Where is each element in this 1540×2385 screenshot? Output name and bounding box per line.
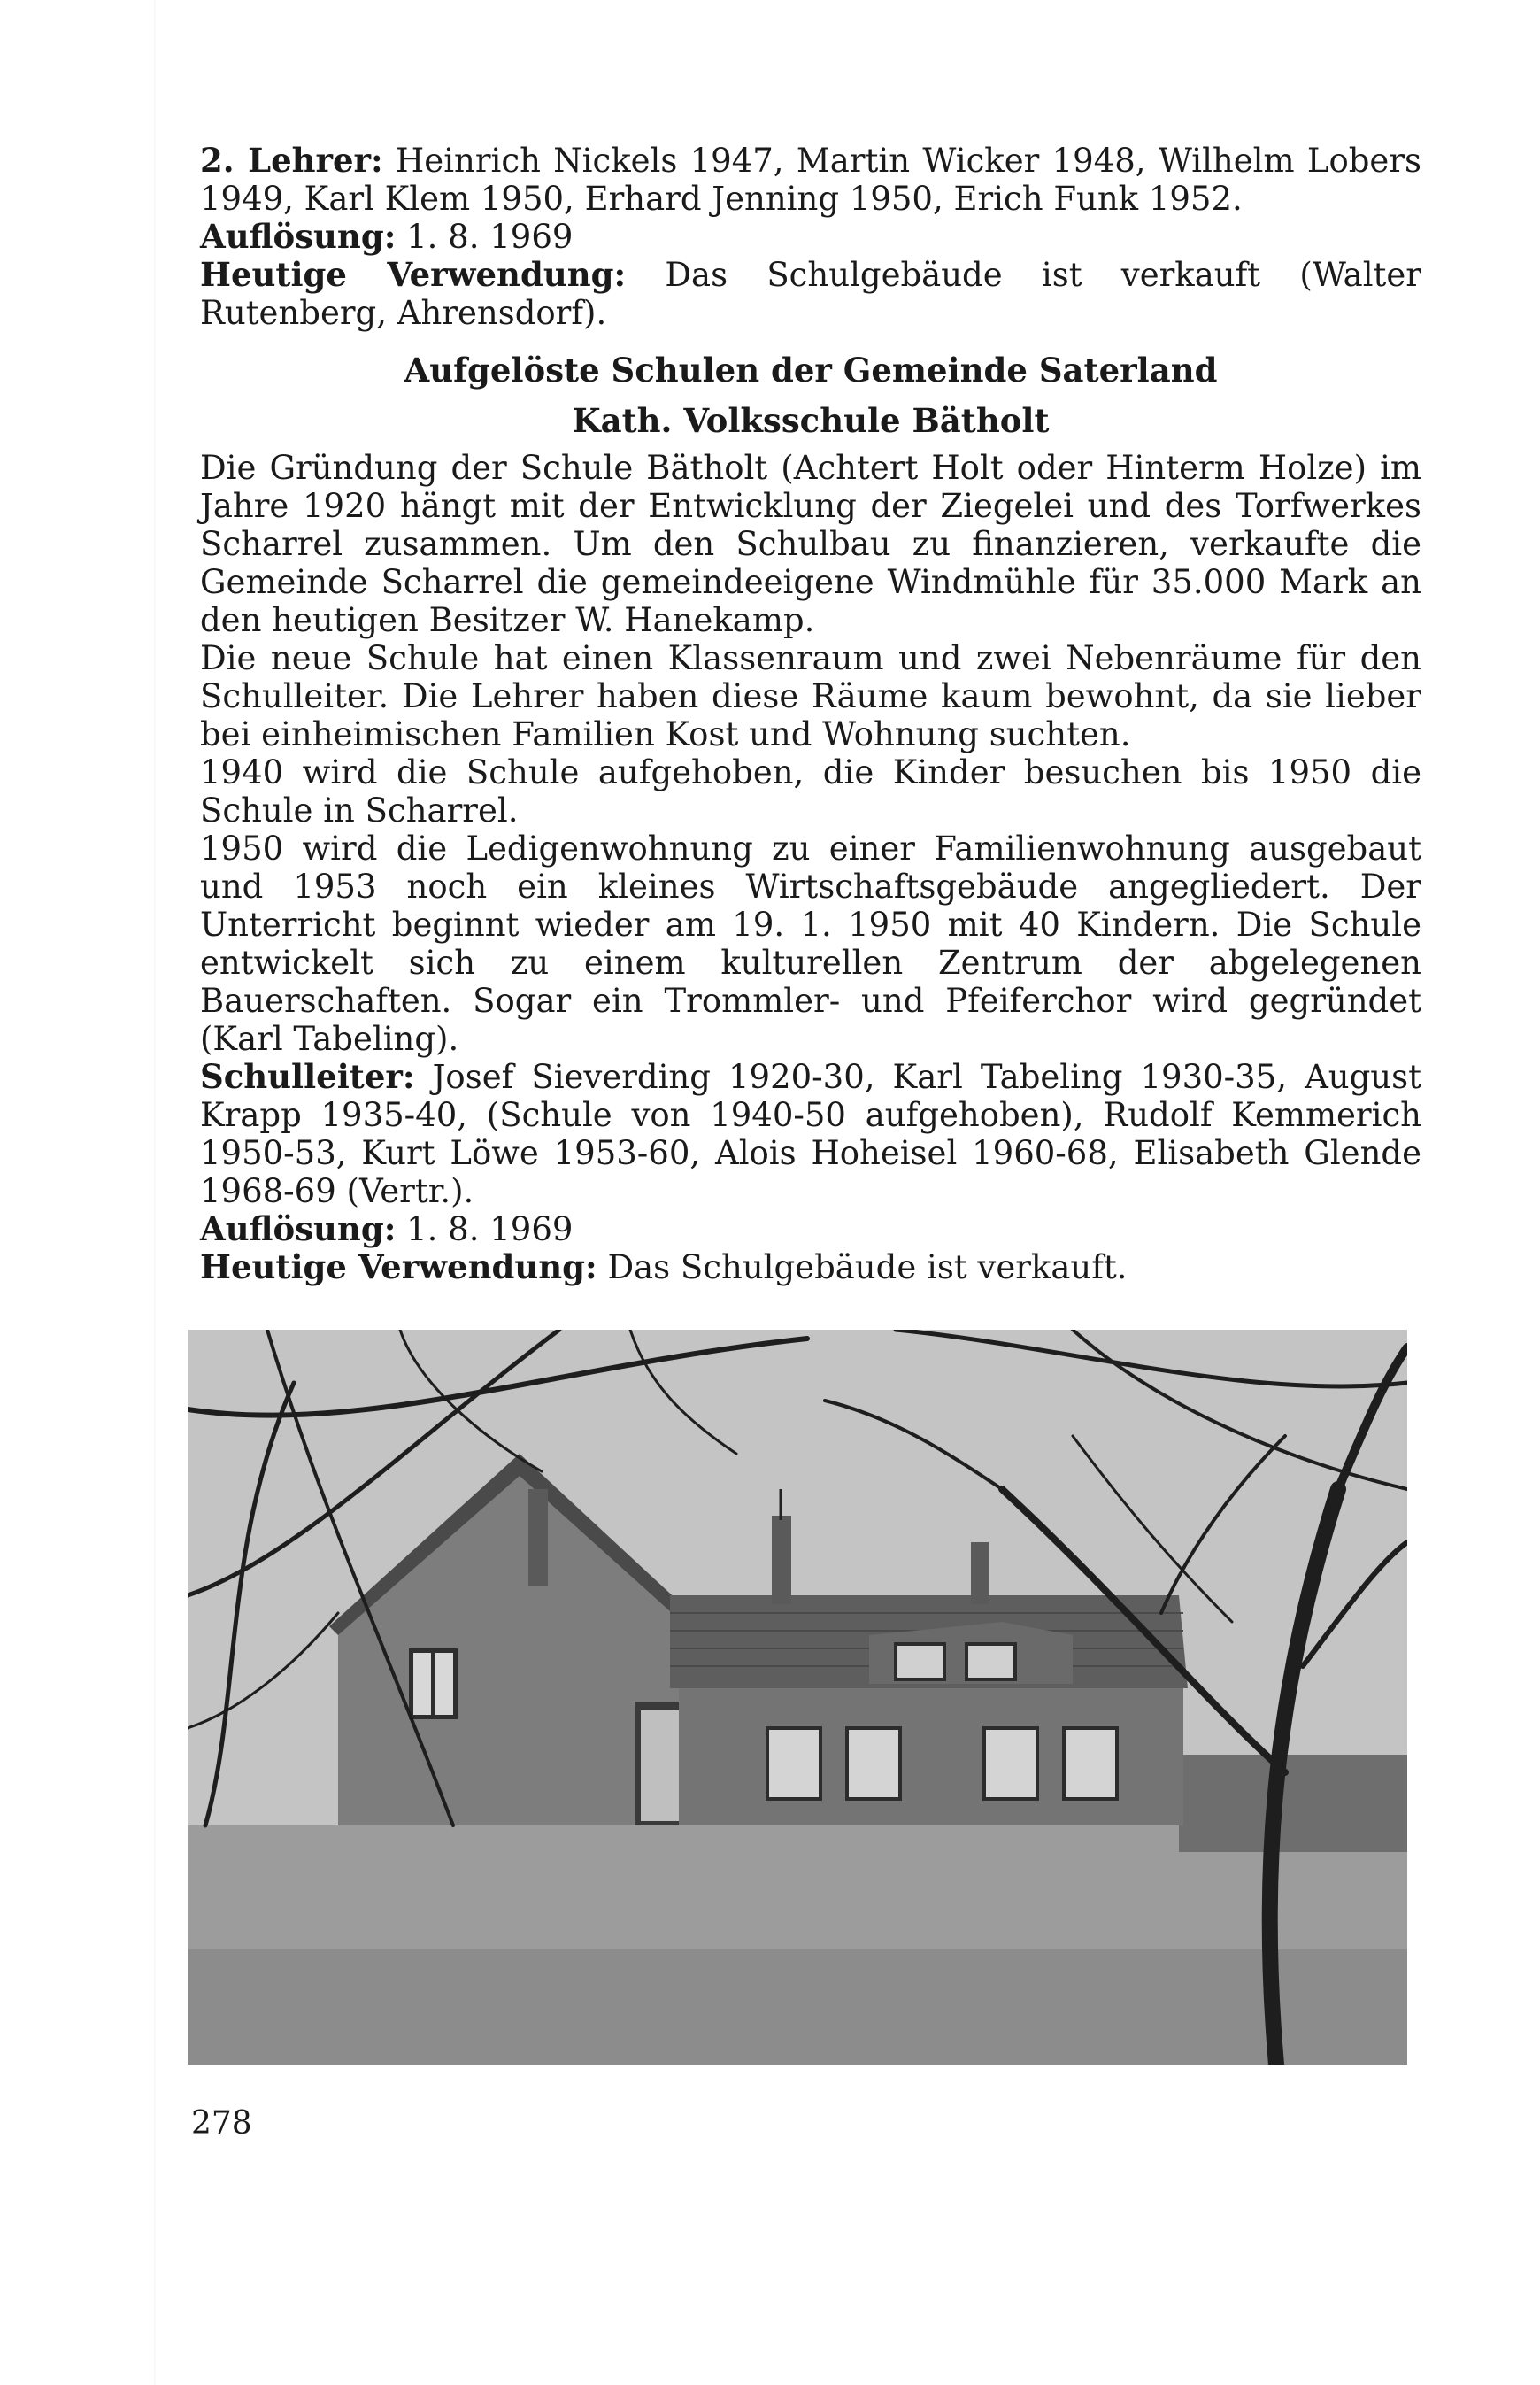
aufloesung-label-2: Auflösung:	[200, 1209, 397, 1248]
aufloesung-line-2	[200, 1210, 1421, 1248]
body-paragraph-1: Die Gründung der Schule Bätholt (Achtert Holt oder Hinterm Holze) im Jahre 1920 hängt mit der Entwicklung der Ziegelei und des Torfwerkes Scharrel zusammen. Um den Schulbau zu finanzieren, verkaufte die Gemeinde Scharrel die gemeindeeigene Windmühle für 35.000 Mark an den heutigen Besitzer W. Hanekamp.	[200, 449, 1421, 639]
body-paragraph-4: 1950 wird die Ledigenwohnung zu einer Familienwohnung ausgebaut und 1953 noch ein kleines Wirtschaftsgebäude angegliedert. Der Unterricht beginnt wieder am 19. 1. 1950 mit 40 Kindern. Die Schule entwickelt sich zu einem kulturellen Zentrum der abgelegenen Bauerschaften. Sogar ein Trommler- und Pfeiferchor wird gegründet (Karl Tabeling).	[200, 830, 1421, 1058]
lehrer-text: Heinrich Nickels 1947, Martin Wicker 1948, Wilhelm Lobers 1949, Karl Klem 1950, Erhard Jenning 1950, Erich Funk 1952.	[200, 142, 1421, 218]
verwendung-paragraph-2	[200, 1248, 1421, 1286]
verwendung-label-1: Heutige Verwendung:	[200, 255, 627, 294]
text-body	[200, 142, 1421, 1286]
aufloesung-line-1	[200, 218, 1421, 256]
lehrer-label: 2. Lehrer:	[200, 141, 383, 180]
section-heading: Aufgelöste Schulen der Gemeinde Saterland	[404, 351, 1218, 390]
photo-foreground	[188, 1949, 1407, 2065]
aufloesung-label-1: Auflösung:	[200, 217, 397, 256]
school-building-photo	[188, 1330, 1407, 2065]
aufloesung-text-1: 1. 8. 1969	[396, 218, 574, 256]
schulleiter-label: Schulleiter:	[200, 1057, 415, 1096]
photo-hedge	[1179, 1755, 1407, 1852]
school-heading: Kath. Volksschule Bätholt	[572, 401, 1050, 440]
lehrer-paragraph	[200, 142, 1421, 218]
body-paragraph-3: 1940 wird die Schule aufgehoben, die Kinder besuchen bis 1950 die Schule in Scharrel.	[200, 753, 1421, 830]
photo-illustration	[188, 1330, 1407, 2065]
verwendung-text-1: Das Schulgebäude ist verkauft (Walter Rutenberg, Ahrensdorf).	[200, 256, 1421, 332]
page-fold-shadow	[154, 0, 157, 2385]
body-paragraph-2: Die neue Schule hat einen Klassenraum und zwei Nebenräume für den Schulleiter. Die Lehrer haben diese Räume kaum bewohnt, da sie lieber bei einheimischen Familien Kost und Wohnung suchten.	[200, 639, 1421, 753]
page-number: 278	[191, 2105, 252, 2142]
verwendung-label-2: Heutige Verwendung:	[200, 1247, 597, 1286]
schulleiter-text: Josef Sieverding 1920-30, Karl Tabeling 1930-35, August Krapp 1935-40, (Schule von 1940-50 aufgehoben), Rudolf Kemmerich 1950-53, Kurt Löwe 1953-60, Alois Hoheisel 1960-68, Elisabeth Glende 1968-69 (Vertr.).	[200, 1058, 1421, 1210]
aufloesung-text-2: 1. 8. 1969	[396, 1210, 574, 1248]
verwendung-text-2: Das Schulgebäude ist verkauft.	[597, 1248, 1128, 1286]
verwendung-paragraph-1	[200, 256, 1421, 332]
schulleiter-paragraph	[200, 1058, 1421, 1210]
